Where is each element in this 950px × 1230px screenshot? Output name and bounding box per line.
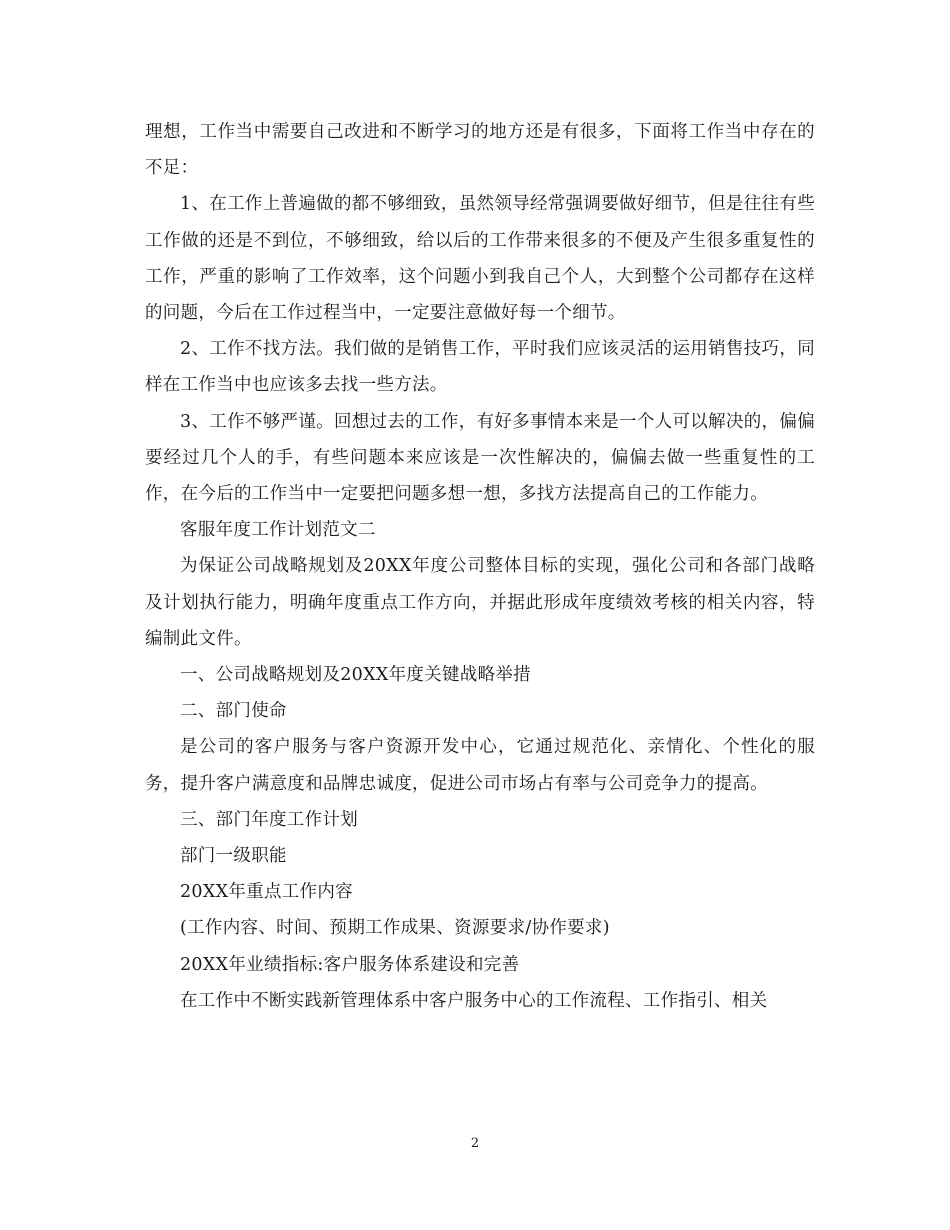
paragraph-point-2: 2、工作不找方法。我们做的是销售工作，平时我们应该灵活的运用销售技巧，同样在工作当中也应该多去找一些方法。 <box>145 339 815 396</box>
paragraph-continuation: 理想，工作当中需要自己改进和不断学习的地方还是有很多，下面将工作当中存在的不足： <box>145 122 815 179</box>
line-work-note: (工作内容、时间、预期工作成果、资源要求/协作要求) <box>180 918 610 939</box>
paragraph-mission: 是公司的客户服务与客户资源开发中心，它通过规范化、亲情化、个性化的服务，提升客户满意度和品牌忠诚度，促进公司市场占有率与公司竞争力的提高。 <box>145 737 815 794</box>
heading-mission: 二、部门使命 <box>180 701 287 722</box>
page-number: 2 <box>470 1136 480 1151</box>
paragraph-intro: 为保证公司战略规划及20XX年度公司整体目标的实现，强化公司和各部门战略及计划执行能力，明确年度重点工作方向，并据此形成年度绩效考核的相关内容，特编制此文件。 <box>145 556 815 649</box>
paragraph-practice: 在工作中不断实践新管理体系中客户服务中心的工作流程、工作指引、相关 <box>180 990 768 1011</box>
document-body <box>145 114 815 1019</box>
line-primary-function: 部门一级职能 <box>180 846 287 867</box>
section-title: 客服年度工作计划范文二 <box>180 520 376 541</box>
line-key-work: 20XX年重点工作内容 <box>180 882 353 903</box>
paragraph-point-1: 1、在工作上普遍做的都不够细致，虽然领导经常强调要做好细节，但是往往有些工作做的还是不到位，不够细致，给以后的工作带来很多的不便及产生很多重复性的工作，严重的影响了工作效率，这个问题小到我自己个人，大到整个公司都存在这样的问题，今后在工作过程当中，一定要注意做好每一个细节。 <box>145 194 815 324</box>
paragraph-point-3: 3、工作不够严谨。回想过去的工作，有好多事情本来是一个人可以解决的，偏偏要经过几个人的手，有些问题本来应该是一次性解决的，偏偏去做一些重复性的工作，在今后的工作当中一定要把问题多想一想，多找方法提高自己的工作能力。 <box>145 411 815 505</box>
heading-strategy: 一、公司战略规划及20XX年度关键战略举措 <box>180 665 531 686</box>
line-performance-indicator: 20XX年业绩指标:客户服务体系建设和完善 <box>180 954 520 975</box>
heading-annual-plan: 三、部门年度工作计划 <box>180 809 358 830</box>
